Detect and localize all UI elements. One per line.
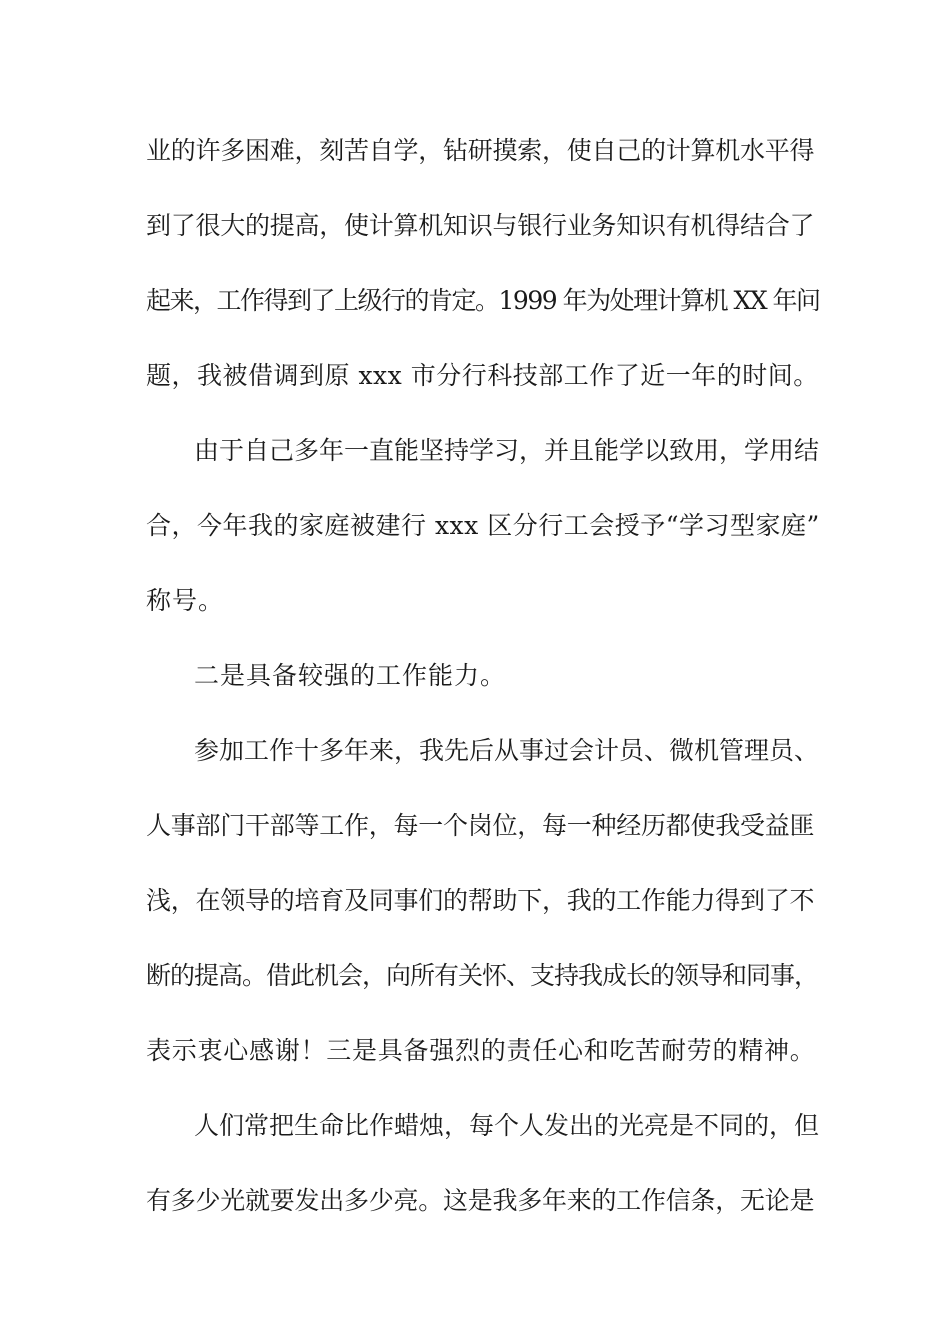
paragraph-line: 业的许多困难，刻苦自学，钻研摸索，使自己的计算机水平得 [146, 136, 815, 165]
paragraph-line: 表示衷心感谢！三是具备强烈的责任心和吃苦耐劳的精神。 [146, 1036, 816, 1065]
paragraph-line: 浅，在领导的培育及同事们的帮助下，我的工作能力得到了不 [146, 886, 815, 915]
paragraph-line: 人们常把生命比作蜡烛，每个人发出的光亮是不同的，但 [194, 1111, 820, 1140]
paragraph-line: 到了很大的提高，使计算机知识与银行业务知识有机得结合了 [146, 211, 815, 240]
paragraph-line: 人事部门干部等工作，每一个岗位，每一种经历都使我受益匪 [146, 811, 815, 840]
paragraph-line: 题，我被借调到原 xxx 市分行科技部工作了近一年的时间。 [146, 361, 819, 390]
section-heading: 二是具备较强的工作能力。 [194, 661, 507, 690]
paragraph-line: 起来，工作得到了上级行的肯定。1999 年为处理计算机 XX 年问 [146, 286, 820, 315]
paragraph-line: 称号。 [146, 586, 225, 615]
paragraph-line: 参加工作十多年来，我先后从事过会计员、微机管理员、 [194, 736, 820, 765]
paragraph-line: 有多少光就要发出多少亮。这是我多年来的工作信条，无论是 [146, 1186, 815, 1215]
paragraph-line: 由于自己多年一直能坚持学习，并且能学以致用，学用结 [194, 436, 820, 465]
paragraph-line: 断的提高。借此机会，向所有关怀、支持我成长的领导和同事， [146, 961, 819, 990]
paragraph-line: 合，今年我的家庭被建行 xxx 区分行工会授予“学习型家庭” [146, 511, 820, 540]
